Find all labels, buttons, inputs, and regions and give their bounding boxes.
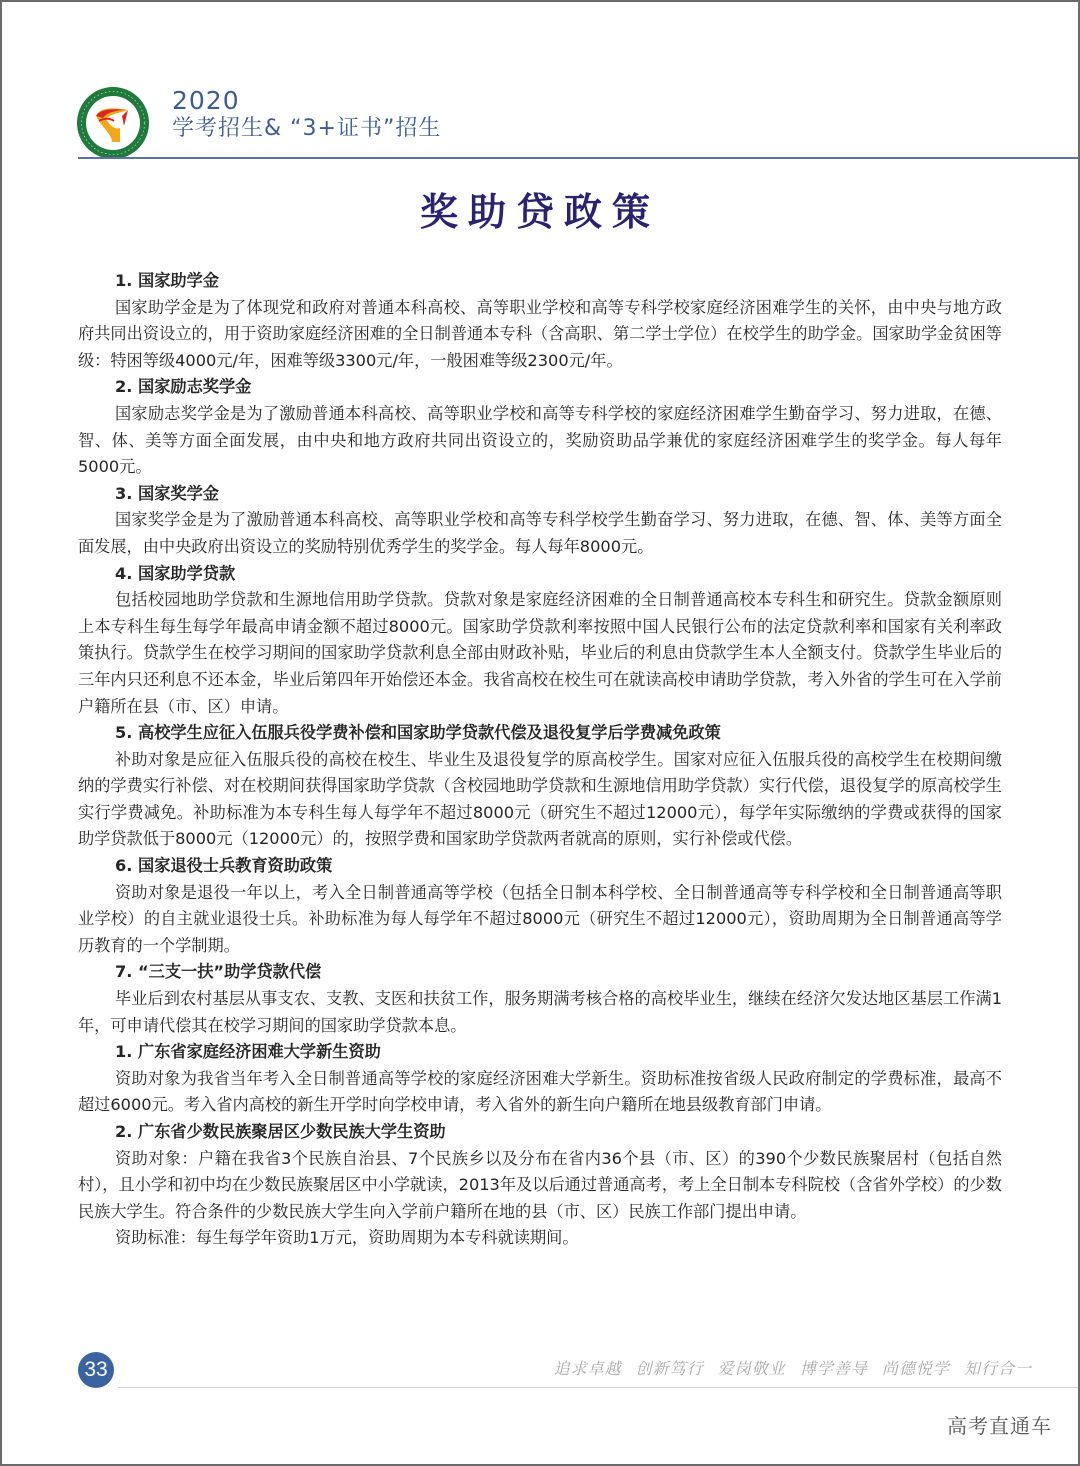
school-emblem-icon: [76, 86, 150, 160]
header-subtitle: 学考招生& “3+证书”招生: [172, 116, 442, 141]
policy-section: [78, 959, 1002, 1039]
section-heading: 2. 国家励志奖学金: [115, 377, 252, 397]
policy-section: [78, 720, 1002, 853]
section-paragraph: 资助对象为我省当年考入全日制普通高等学校的家庭经济困难大学新生。资助标准按省级人民政府制定的学费标准，最高不超过6000元。考入省内高校的新生开学时向学校申请，考入省外的新生向户籍所在地县级教育部门申请。: [78, 1068, 1002, 1115]
section-heading: 7. “三支一扶”助学贷款代偿: [115, 962, 322, 982]
policy-section: [78, 853, 1002, 959]
section-paragraph: 国家助学金是为了体现党和政府对普通本科高校、高等职业学校和高等专科学校家庭经济困难学生的关怀，由中央与地方政府共同出资设立的，用于资助家庭经济困难的全日制普通本专科（含高职、第二学士学位）在校学生的助学金。国家助学金贫困等级：特困等级4000元/年，困难等级3300元/年，一般困难等级2300元/年。: [78, 297, 1002, 370]
section-heading: 4. 国家助学贷款: [115, 563, 236, 583]
header-divider: [78, 157, 1078, 159]
section-paragraph: 补助对象是应征入伍服兵役的高校在校生、毕业生及退役复学的原高校学生。国家对应征入伍服兵役的高校学生在校期间缴纳的学费实行补偿、对在校期间获得国家助学贷款（含校园地助学贷款和生源地信用助学贷款）实行代偿，退役复学的原高校学生实行学费减免。补助标准为本专科生每人每学年不超过8000元（研究生不超过12000元），每学年实际缴纳的学费或获得的国家助学贷款低于8000元（12000元）的，按照学费和国家助学贷款两者就高的原则，实行补偿或代偿。: [78, 749, 1002, 849]
section-heading: 3. 国家奖学金: [115, 483, 219, 503]
page-title: 奖助贷政策: [419, 190, 660, 234]
section-heading: 2. 广东省少数民族聚居区少数民族大学生资助: [115, 1122, 446, 1141]
policy-section: [78, 1039, 1002, 1119]
policy-section: [78, 374, 1002, 480]
footer-slogan: 追求卓越 创新笃行 爱岗敬业 博学善导 尚德悦学 知行合一: [553, 1359, 1032, 1378]
header-year: 2020: [172, 86, 240, 115]
policy-section: [78, 1119, 1002, 1252]
policy-section: [78, 481, 1002, 561]
policy-section: [78, 268, 1002, 374]
section-heading: 6. 国家退役士兵教育资助政策: [115, 856, 333, 876]
section-heading: 5. 高校学生应征入伍服兵役学费补偿和国家助学贷款代偿及退役复学后学费减免政策: [115, 723, 721, 743]
section-paragraph: 资助对象是退役一年以上，考入全日制普通高等学校（包括全日制本科学校、全日制普通高等专科学校和全日制普通高等职业学校）的自主就业退役士兵。补助标准为每人每学年不超过8000元（研究生不超过12000元），资助周期为全日制普通高等学历教育的一个学制期。: [78, 882, 1002, 955]
policy-content: [78, 268, 1002, 1252]
section-paragraph: 资助标准：每生每学年资助1万元，资助周期为本专科就读期间。: [115, 1228, 579, 1248]
watermark-text: 高考直通车: [947, 1414, 1052, 1438]
section-paragraph: 包括校园地助学贷款和生源地信用助学贷款。贷款对象是家庭经济困难的全日制普通高校本专科生和研究生。贷款金额原则上本专科生每生每学年最高申请金额不超过8000元。国家助学贷款利率按照中国人民银行公布的法定贷款利率和国家有关利率政策执行。贷款学生在校学习期间的国家助学贷款利息全部由财政补贴，毕业后的利息由贷款学生本人全额支付。贷款学生毕业后的三年内只还利息不还本金，毕业后第四年开始偿还本金。我省高校在校生可在就读高校申请助学贷款，考入外省的学生可在入学前户籍所在县（市、区）申请。: [78, 590, 1002, 716]
section-paragraph: 资助对象：户籍在我省3个民族自治县、7个民族乡以及分布在省内36个县（市、区）的390个少数民族聚居村（包括自然村），且小学和初中均在少数民族聚居区中小学就读，2013年及以后通过普通高考，考上全日制本专科院校（含省外学校）的少数民族大学生。符合条件的少数民族大学生向入学前户籍所在地的县（市、区）民族工作部门提出申请。: [78, 1148, 1002, 1221]
section-paragraph: 国家励志奖学金是为了激励普通本科高校、高等职业学校和高等专科学校的家庭经济困难学生勤奋学习、努力进取，在德、智、体、美等方面全面发展，由中央和地方政府共同出资设立的，奖励资助品学兼优的家庭经济困难学生的奖学金。每人每年5000元。: [78, 403, 1002, 477]
section-paragraph: 国家奖学金是为了激励普通本科高校、高等职业学校和高等专科学校学生勤奋学习、努力进取，在德、智、体、美等方面全面发展，由中央政府出资设立的奖励特别优秀学生的奖学金。每人每年8000元。: [78, 510, 1002, 556]
page-number-badge: 33: [78, 1352, 114, 1388]
policy-section: [78, 561, 1002, 721]
section-heading: 1. 广东省家庭经济困难大学新生资助: [115, 1042, 381, 1062]
section-paragraph: 毕业后到农村基层从事支农、支教、支医和扶贫工作，服务期满考核合格的高校毕业生，继续在经济欠发达地区基层工作满1年，可申请代偿其在校学习期间的国家助学贷款本息。: [78, 989, 1002, 1035]
section-heading: 1. 国家助学金: [115, 271, 219, 290]
footer-divider: [118, 1387, 1078, 1388]
